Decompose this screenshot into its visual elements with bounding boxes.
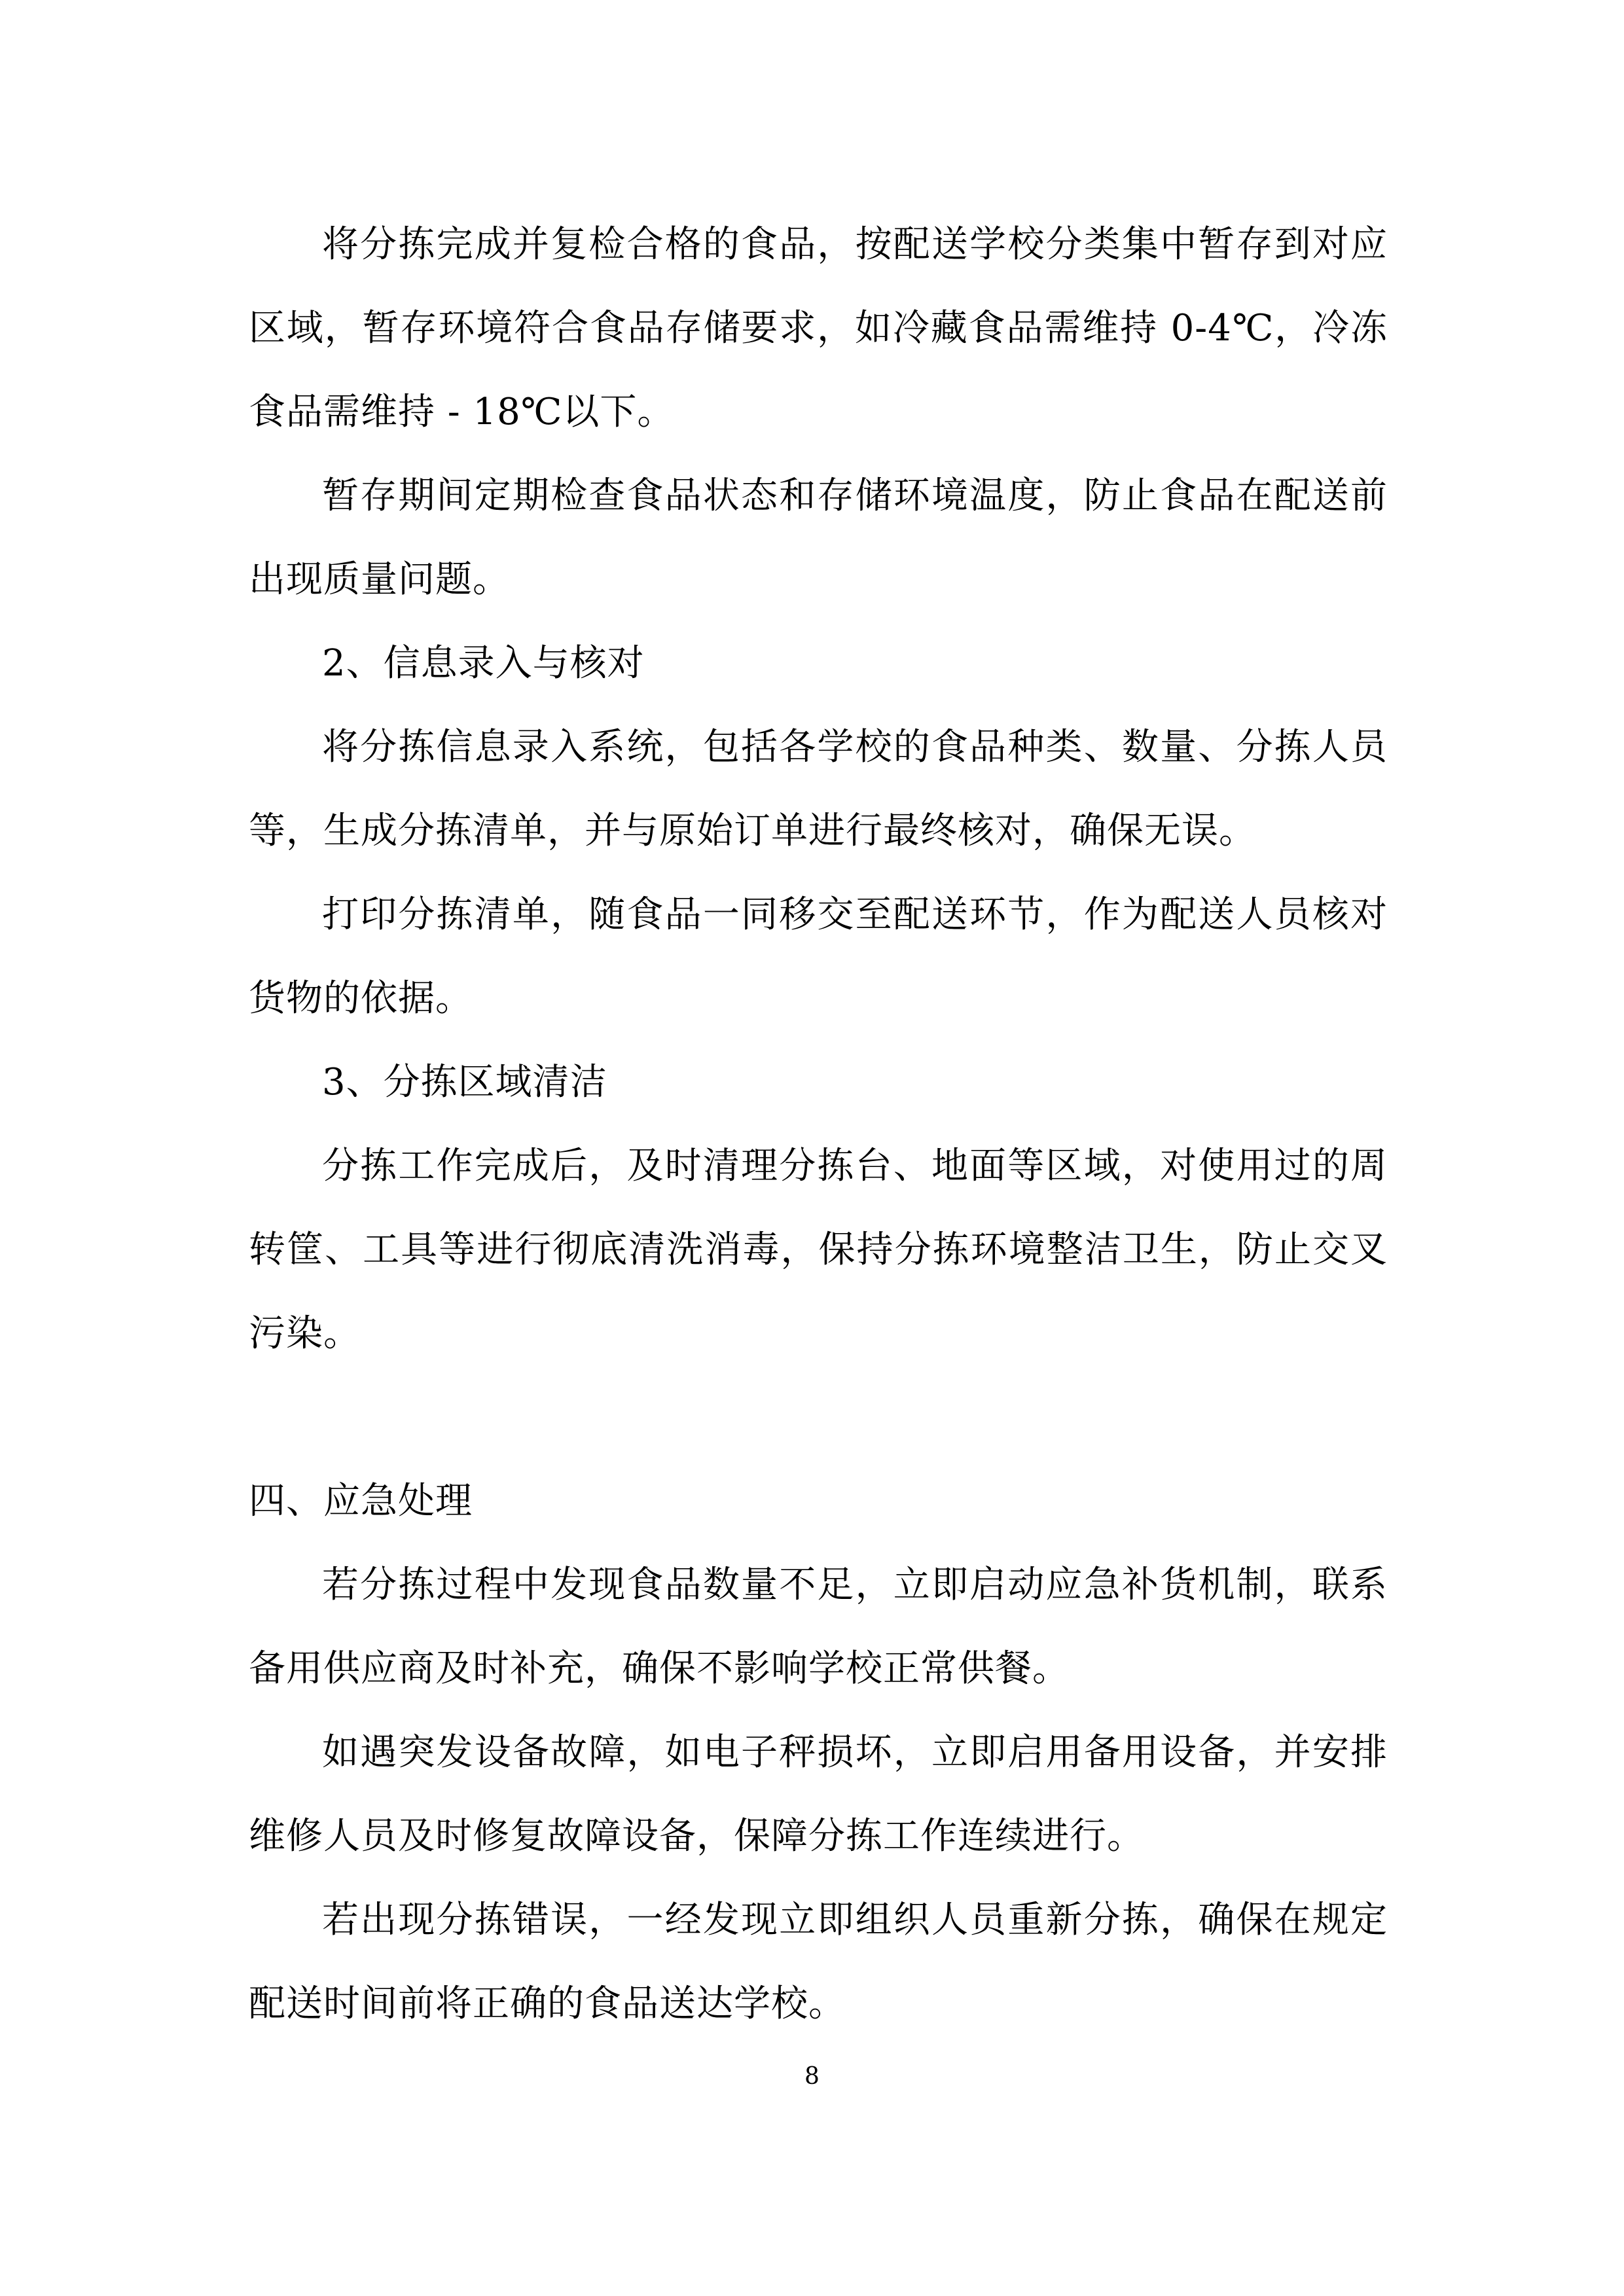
- section-heading-emergency: 四、应急处理: [249, 1480, 473, 1522]
- paragraph-area-cleaning: 分拣工作完成后，及时清理分拣台、地面等区域，对使用过的周转筐、工具等进行彻底清洗消毒，保持分拣环境整洁卫生，防止交叉污染。: [249, 1145, 1388, 1355]
- paragraph-storage-inspection: 暂存期间定期检查食品状态和存储环境温度，防止食品在配送前出现质量问题。: [249, 475, 1388, 601]
- paragraph-equipment-failure: 如遇突发设备故障，如电子秤损坏，立即启用备用设备，并安排维修人员及时修复故障设备，保障分拣工作连续进行。: [249, 1731, 1388, 1857]
- paragraph-info-entry: 将分拣信息录入系统，包括各学校的食品种类、数量、分拣人员等，生成分拣清单，并与原始订单进行最终核对，确保无误。: [249, 726, 1388, 852]
- page-content: [249, 203, 1388, 2046]
- subheading-area-cleaning: 3、分拣区域清洁: [322, 1061, 607, 1103]
- paragraph-temporary-storage: 将分拣完成并复检合格的食品，按配送学校分类集中暂存到对应区域，暂存环境符合食品存储要求，如冷藏食品需维持 0-4℃，冷冻食品需维持 - 18℃以下。: [249, 223, 1388, 433]
- page-number: 8: [804, 2063, 820, 2090]
- paragraph-sorting-error: 若出现分拣错误，一经发现立即组织人员重新分拣，确保在规定配送时间前将正确的食品送达学校。: [249, 1899, 1388, 2025]
- paragraph-print-list: 打印分拣清单，随食品一同移交至配送环节，作为配送人员核对货物的依据。: [249, 893, 1388, 1020]
- subheading-info-entry: 2、信息录入与核对: [322, 642, 645, 685]
- paragraph-emergency-restock: 若分拣过程中发现食品数量不足，立即启动应急补货机制，联系备用供应商及时补充，确保不影响学校正常供餐。: [249, 1564, 1388, 1690]
